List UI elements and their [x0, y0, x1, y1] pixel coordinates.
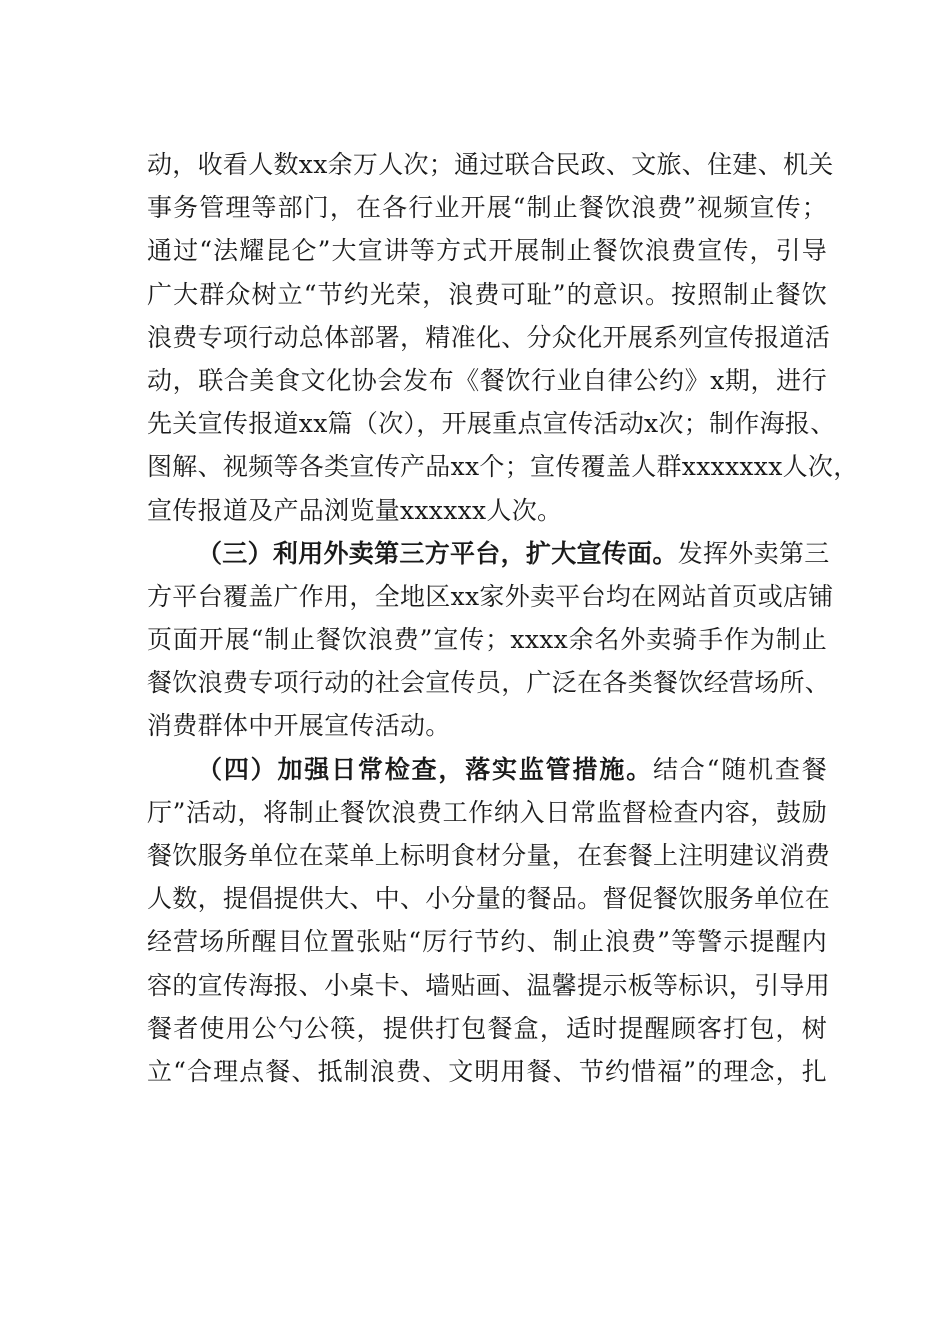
text-line: 广大群众树立“节约光荣，浪费可耻”的意识。按照制止餐饮: [147, 279, 827, 309]
text-line: 图解、视频等各类宣传产品xx个；宣传覆盖人群xxxxxxx人次，: [147, 452, 859, 482]
text-line: 浪费专项行动总体部署，精准化、分众化开展系列宣传报道活: [147, 322, 831, 352]
section-text: 结合“随机查餐: [652, 754, 827, 784]
text-line: 立“合理点餐、抵制浪费、文明用餐、节约惜福”的理念，扎: [147, 1056, 827, 1086]
text-line: 动，收看人数xx余万人次；通过联合民政、文旅、住建、机关: [147, 150, 834, 179]
paragraph-continuation: [147, 143, 859, 532]
text-line: 容的宣传海报、小桌卡、墙贴画、温馨提示板等标识，引导用: [147, 970, 831, 1000]
section-heading: （四）加强日常检查，落实监管措施。: [197, 754, 653, 784]
text-line: 先关宣传报道xx篇（次），开展重点宣传活动x次；制作海报、: [147, 409, 836, 439]
text-line: [147, 532, 830, 575]
text-line: 人数，提倡提供大、中、小分量的餐品。督促餐饮服务单位在: [147, 884, 831, 914]
section-three: [147, 532, 834, 748]
section-heading: （三）利用外卖第三方平台，扩大宣传面。: [197, 538, 678, 568]
document-body: [147, 143, 859, 1093]
section-four: [147, 748, 831, 1094]
text-line: 宣传报道及产品浏览量xxxxxx人次。: [147, 495, 563, 525]
text-line: 餐者使用公勺公筷，提供打包餐盒，适时提醒顾客打包，树: [147, 1013, 827, 1043]
text-line: 动，联合美食文化协会发布《餐饮行业自律公约》x期，进行: [147, 365, 827, 395]
text-line: 方平台覆盖广作用，全地区xx家外卖平台均在网站首页或店铺: [147, 581, 834, 611]
text-line: 厅”活动，将制止餐饮浪费工作纳入日常监督检查内容，鼓励: [147, 797, 827, 827]
text-line: 通过“法耀昆仑”大宣讲等方式开展制止餐饮浪费宣传，引导: [147, 236, 827, 266]
section-text: 发挥外卖第三: [677, 538, 830, 568]
text-line: 餐饮浪费专项行动的社会宣传员，广泛在各类餐饮经营场所、: [147, 668, 831, 698]
text-line: [147, 748, 827, 791]
text-line: 经营场所醒目位置张贴“厉行节约、制止浪费”等警示提醒内: [147, 927, 827, 957]
text-line: 消费群体中开展宣传活动。: [147, 711, 451, 741]
text-line: 页面开展“制止餐饮浪费”宣传；xxxx余名外卖骑手作为制止: [147, 625, 827, 655]
text-line: 事务管理等部门，在各行业开展“制止餐饮浪费”视频宣传；: [147, 193, 827, 223]
text-line: 餐饮服务单位在菜单上标明食材分量，在套餐上注明建议消费: [147, 841, 831, 870]
